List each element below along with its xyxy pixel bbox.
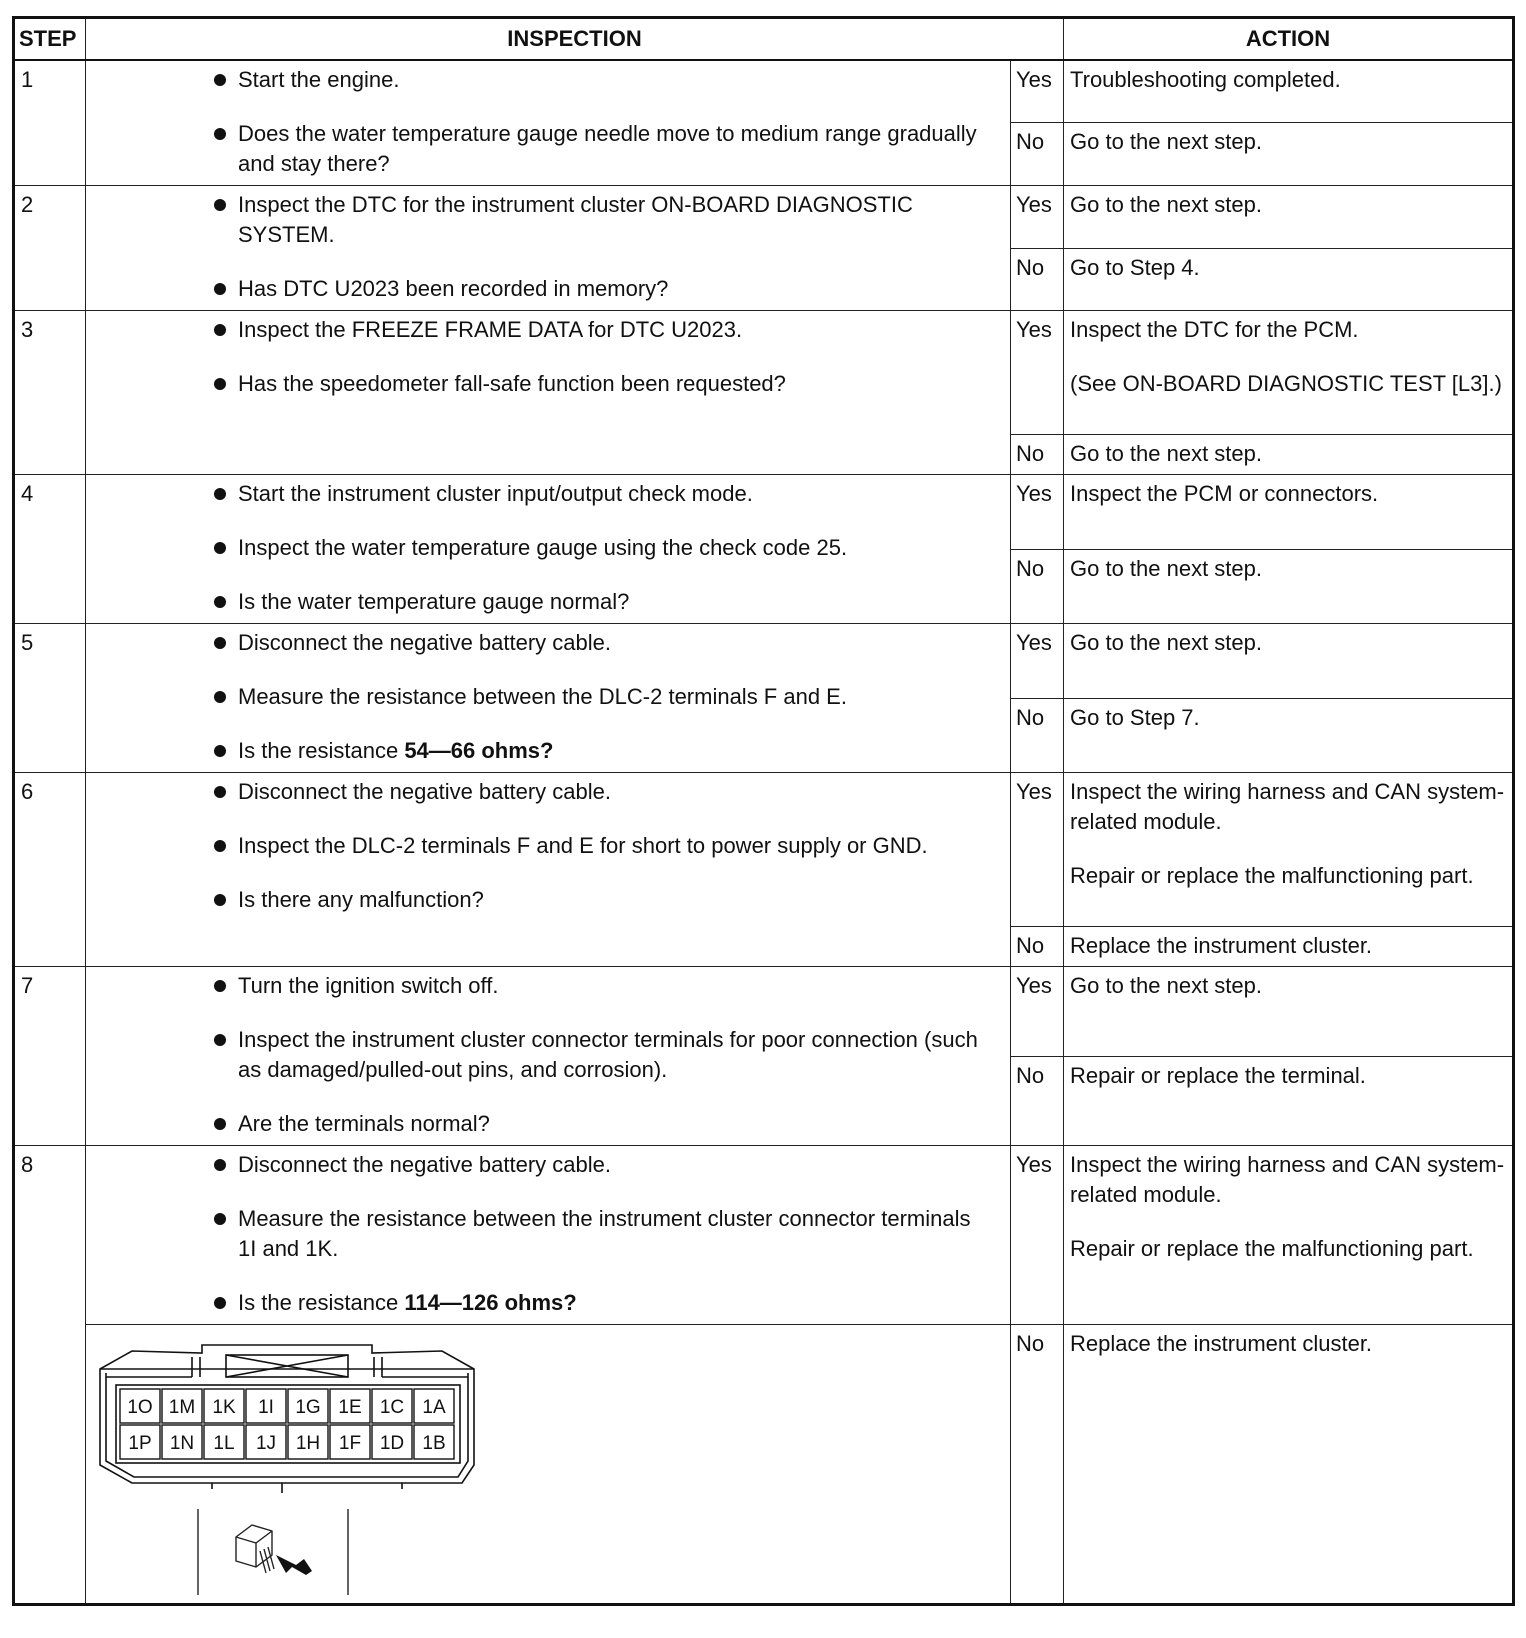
bullet-icon bbox=[214, 1297, 226, 1309]
bullet-icon bbox=[214, 488, 226, 500]
inspection-item bbox=[86, 628, 1000, 658]
bullet-icon bbox=[214, 1118, 226, 1130]
inspection-item-resistance bbox=[86, 1288, 1000, 1318]
action-text: (See ON-BOARD DIAGNOSTIC TEST [L3].) bbox=[1070, 371, 1502, 396]
inspection-item bbox=[86, 971, 1000, 1001]
yes-action bbox=[1064, 1146, 1514, 1325]
inspection-text: Inspect the FREEZE FRAME DATA for DTC U2023. bbox=[238, 317, 743, 342]
action-text: Repair or replace the malfunctioning part. bbox=[1070, 1236, 1474, 1261]
inspection-list bbox=[86, 190, 1000, 304]
resistance-prefix: Is the resistance bbox=[238, 1290, 405, 1315]
inspection-text: Disconnect the negative battery cable. bbox=[238, 779, 612, 804]
connector-pin-label: 1K bbox=[212, 1397, 236, 1418]
inspection-list bbox=[86, 315, 1000, 399]
inspection-item bbox=[86, 274, 1000, 304]
bullet-icon bbox=[214, 980, 226, 992]
bullet-icon bbox=[214, 283, 226, 295]
action-text: Repair or replace the malfunctioning part. bbox=[1070, 863, 1474, 888]
yes-action bbox=[1064, 624, 1514, 699]
bullet-icon bbox=[214, 786, 226, 798]
no-label: No bbox=[1011, 1325, 1064, 1605]
step-row-8 bbox=[14, 1146, 1514, 1325]
inspection-text: Has the speedometer fall-safe function been requested? bbox=[238, 371, 786, 396]
inspection-item bbox=[86, 119, 1000, 179]
no-action bbox=[1064, 1325, 1514, 1605]
inspection-text: Disconnect the negative battery cable. bbox=[238, 1152, 612, 1177]
connector-view-indicator bbox=[196, 1507, 356, 1605]
resistance-spec: 114—126 ohms? bbox=[404, 1290, 577, 1315]
step-number: 2 bbox=[14, 186, 86, 311]
no-action bbox=[1064, 549, 1514, 624]
no-action bbox=[1064, 123, 1514, 186]
connector-pin-label: 1N bbox=[169, 1433, 195, 1454]
bullet-icon bbox=[214, 596, 226, 608]
no-label: No bbox=[1011, 123, 1064, 186]
action-text: Go to the next step. bbox=[1070, 441, 1263, 466]
inspection-text: Has DTC U2023 been recorded in memory? bbox=[238, 276, 669, 301]
connector-pin-label: 1G bbox=[295, 1397, 321, 1418]
inspection-cell bbox=[86, 475, 1011, 624]
bullet-icon bbox=[214, 840, 226, 852]
inspection-item bbox=[86, 831, 1000, 861]
inspection-text: Are the terminals normal? bbox=[238, 1111, 490, 1136]
no-label: No bbox=[1011, 549, 1064, 624]
inspection-text: Turn the ignition switch off. bbox=[238, 973, 499, 998]
bullet-icon bbox=[214, 1034, 226, 1046]
step-row-1 bbox=[14, 60, 1514, 123]
inspection-item bbox=[86, 885, 1000, 915]
inspection-list bbox=[86, 65, 1000, 179]
inspection-text: Inspect the water temperature gauge using the check code 25. bbox=[238, 535, 848, 560]
yes-label: Yes bbox=[1011, 967, 1064, 1057]
bullet-icon bbox=[214, 894, 226, 906]
inspection-item-resistance bbox=[86, 736, 1000, 766]
connector-pin-label: 1L bbox=[213, 1433, 235, 1454]
inspection-item bbox=[86, 190, 1000, 250]
inspection-item bbox=[86, 65, 1000, 95]
no-action bbox=[1064, 927, 1514, 967]
inspection-text: Is the water temperature gauge normal? bbox=[238, 589, 630, 614]
connector-pin-label: 1I bbox=[258, 1397, 274, 1418]
inspection-list bbox=[86, 971, 1000, 1139]
step-row-3 bbox=[14, 311, 1514, 435]
action-text: Inspect the wiring harness and CAN system-related module. bbox=[1070, 779, 1505, 834]
inspection-list bbox=[86, 1150, 1000, 1318]
inspection-text: Measure the resistance between the DLC-2 terminals F and E. bbox=[238, 684, 847, 709]
no-label: No bbox=[1011, 698, 1064, 773]
no-action bbox=[1064, 435, 1514, 475]
inspection-item bbox=[86, 1204, 1000, 1264]
step-row-8-no bbox=[14, 1325, 1514, 1605]
action-text: Inspect the DTC for the PCM. bbox=[1070, 317, 1359, 342]
inspection-list bbox=[86, 628, 1000, 766]
inspection-list bbox=[86, 777, 1000, 915]
inspection-item bbox=[86, 479, 1000, 509]
inspection-item bbox=[86, 682, 1000, 712]
header-step: STEP bbox=[14, 18, 86, 61]
inspection-item bbox=[86, 369, 1000, 399]
step-number: 4 bbox=[14, 475, 86, 624]
inspection-text: Start the instrument cluster input/output check mode. bbox=[238, 481, 753, 506]
bullet-icon bbox=[214, 1213, 226, 1225]
inspection-text: Measure the resistance between the instrument cluster connector terminals 1I and 1K. bbox=[238, 1206, 971, 1261]
inspection-item bbox=[86, 315, 1000, 345]
inspection-item bbox=[86, 1025, 1000, 1085]
bullet-icon bbox=[214, 637, 226, 649]
step-number: 1 bbox=[14, 60, 86, 186]
step-number: 3 bbox=[14, 311, 86, 475]
yes-action bbox=[1064, 475, 1514, 550]
no-label: No bbox=[1011, 435, 1064, 475]
no-label: No bbox=[1011, 1056, 1064, 1146]
inspection-cell bbox=[86, 311, 1011, 475]
action-text: Inspect the PCM or connectors. bbox=[1070, 481, 1379, 506]
action-text: Go to the next step. bbox=[1070, 192, 1263, 217]
inspection-item bbox=[86, 587, 1000, 617]
yes-action bbox=[1064, 60, 1514, 123]
action-text: Go to the next step. bbox=[1070, 973, 1263, 998]
yes-label: Yes bbox=[1011, 60, 1064, 123]
inspection-item bbox=[86, 777, 1000, 807]
yes-label: Yes bbox=[1011, 311, 1064, 435]
inspection-list bbox=[86, 479, 1000, 617]
connector-pin-label: 1P bbox=[128, 1433, 152, 1454]
yes-label: Yes bbox=[1011, 475, 1064, 550]
step-row-2 bbox=[14, 186, 1514, 249]
connector-pin-label: 1C bbox=[379, 1397, 405, 1418]
inspection-text: Disconnect the negative battery cable. bbox=[238, 630, 612, 655]
step-number: 7 bbox=[14, 967, 86, 1146]
step-number: 5 bbox=[14, 624, 86, 773]
bullet-icon bbox=[214, 324, 226, 336]
connector-pin-label: 1A bbox=[422, 1397, 446, 1418]
resistance-prefix: Is the resistance bbox=[238, 738, 405, 763]
bullet-icon bbox=[214, 199, 226, 211]
inspection-text: Inspect the instrument cluster connector terminals for poor connection (such as damaged/pulled-out pins, and corrosion). bbox=[238, 1027, 978, 1082]
bullet-icon bbox=[214, 745, 226, 757]
bullet-icon bbox=[214, 691, 226, 703]
connector-pin-label: 1O bbox=[127, 1397, 153, 1418]
inspection-cell bbox=[86, 60, 1011, 186]
connector-pin-label: 1F bbox=[338, 1433, 362, 1454]
connector-pin-label: 1E bbox=[338, 1397, 362, 1418]
connector-diagram bbox=[92, 1333, 482, 1501]
action-text: Troubleshooting completed. bbox=[1070, 67, 1341, 92]
no-action bbox=[1064, 248, 1514, 311]
no-label: No bbox=[1011, 927, 1064, 967]
inspection-cell bbox=[86, 624, 1011, 773]
inspection-cell bbox=[86, 773, 1011, 967]
action-text: Go to the next step. bbox=[1070, 630, 1263, 655]
inspection-text: Is there any malfunction? bbox=[238, 887, 484, 912]
action-text: Repair or replace the terminal. bbox=[1070, 1062, 1366, 1088]
action-text: Go to Step 4. bbox=[1070, 254, 1200, 280]
inspection-table bbox=[12, 16, 1515, 1606]
yes-label: Yes bbox=[1011, 773, 1064, 927]
yes-action bbox=[1064, 773, 1514, 927]
bullet-icon bbox=[214, 542, 226, 554]
step-number: 6 bbox=[14, 773, 86, 967]
yes-action bbox=[1064, 311, 1514, 435]
header-inspection: INSPECTION bbox=[86, 18, 1064, 61]
yes-label: Yes bbox=[1011, 1146, 1064, 1325]
inspection-cell bbox=[86, 1146, 1011, 1325]
step-number: 8 bbox=[14, 1146, 86, 1605]
inspection-table-sheet bbox=[12, 16, 1512, 1606]
bullet-icon bbox=[214, 128, 226, 140]
yes-action bbox=[1064, 186, 1514, 249]
connector-pin-label: 1B bbox=[422, 1433, 446, 1454]
step-row-4 bbox=[14, 475, 1514, 550]
inspection-cell bbox=[86, 967, 1011, 1146]
resistance-spec: 54—66 ohms? bbox=[404, 738, 554, 763]
no-action bbox=[1064, 1056, 1514, 1146]
inspection-text: Inspect the DLC-2 terminals F and E for short to power supply or GND. bbox=[238, 833, 928, 858]
inspection-text: Does the water temperature gauge needle move to medium range gradually and stay there? bbox=[238, 121, 977, 176]
no-action bbox=[1064, 698, 1514, 773]
header-action: ACTION bbox=[1064, 18, 1514, 61]
step-row-6 bbox=[14, 773, 1514, 927]
connector-pin-label: 1J bbox=[255, 1433, 277, 1454]
connector-pin-label: 1H bbox=[295, 1433, 321, 1454]
action-text: Inspect the wiring harness and CAN system-related module. bbox=[1070, 1152, 1505, 1207]
step-row-7 bbox=[14, 967, 1514, 1057]
bullet-icon bbox=[214, 378, 226, 390]
inspection-cell bbox=[86, 186, 1011, 311]
action-text: Replace the instrument cluster. bbox=[1070, 933, 1373, 958]
connector-pin-label: 1D bbox=[379, 1433, 405, 1454]
action-text: Go to the next step. bbox=[1070, 129, 1263, 155]
header-row bbox=[14, 18, 1514, 61]
action-text: Go to Step 7. bbox=[1070, 704, 1200, 730]
bullet-icon bbox=[214, 1159, 226, 1171]
inspection-item bbox=[86, 1150, 1000, 1180]
yes-label: Yes bbox=[1011, 186, 1064, 249]
inspection-text: Start the engine. bbox=[238, 67, 400, 92]
bullet-icon bbox=[214, 74, 226, 86]
connector-diagram-cell bbox=[86, 1325, 1011, 1605]
inspection-item bbox=[86, 1109, 1000, 1139]
connector-pin-label: 1M bbox=[168, 1397, 196, 1418]
inspection-item bbox=[86, 533, 1000, 563]
connector-icon bbox=[92, 1333, 482, 1493]
no-label: No bbox=[1011, 248, 1064, 311]
inspection-text: Inspect the DTC for the instrument cluster ON-BOARD DIAGNOSTIC SYSTEM. bbox=[238, 192, 913, 247]
yes-label: Yes bbox=[1011, 624, 1064, 699]
yes-action bbox=[1064, 967, 1514, 1057]
connector-view-arrow-icon bbox=[196, 1507, 356, 1597]
action-text: Go to the next step. bbox=[1070, 555, 1263, 581]
step-row-5 bbox=[14, 624, 1514, 699]
action-text: Replace the instrument cluster. bbox=[1070, 1331, 1373, 1356]
